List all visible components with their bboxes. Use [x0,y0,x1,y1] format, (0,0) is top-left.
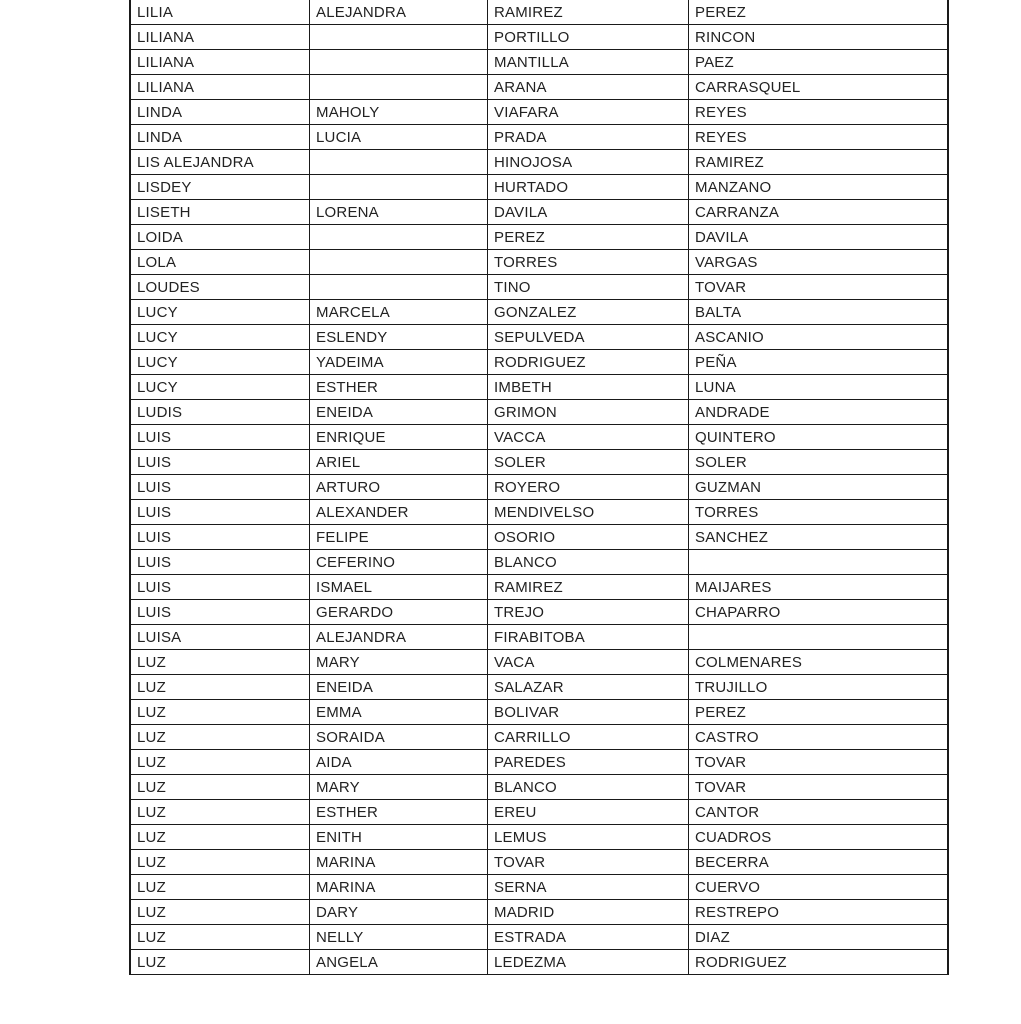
second-name-cell: YADEIMA [310,350,488,375]
second-name-cell: MARINA [310,850,488,875]
first-name-cell: LUIS [130,475,310,500]
second-name-cell: MARY [310,775,488,800]
first-surname-cell: DAVILA [488,200,689,225]
table-row [130,375,948,400]
table-row [130,200,948,225]
first-surname-cell: BLANCO [488,550,689,575]
second-name-cell: NELLY [310,925,488,950]
table-row [130,450,948,475]
first-name-cell: LILIANA [130,25,310,50]
first-surname-cell: MENDIVELSO [488,500,689,525]
first-name-cell: LUZ [130,825,310,850]
second-surname-cell [689,625,949,650]
second-name-cell: ESLENDY [310,325,488,350]
first-name-cell: LUIS [130,450,310,475]
second-name-cell: CEFERINO [310,550,488,575]
second-name-cell [310,275,488,300]
first-surname-cell: TORRES [488,250,689,275]
second-surname-cell: RAMIREZ [689,150,949,175]
second-surname-cell: VARGAS [689,250,949,275]
second-surname-cell: CUADROS [689,825,949,850]
first-name-cell: LUCY [130,375,310,400]
first-name-cell: LUCY [130,325,310,350]
table-row [130,125,948,150]
second-surname-cell: SOLER [689,450,949,475]
table-row [130,775,948,800]
second-surname-cell: REYES [689,100,949,125]
first-name-cell: LISETH [130,200,310,225]
table-row [130,800,948,825]
second-name-cell: MARCELA [310,300,488,325]
first-surname-cell: ROYERO [488,475,689,500]
first-surname-cell: RAMIREZ [488,575,689,600]
first-name-cell: LUIS [130,575,310,600]
second-surname-cell: RODRIGUEZ [689,950,949,975]
table-row [130,625,948,650]
first-name-cell: LUDIS [130,400,310,425]
second-surname-cell: BALTA [689,300,949,325]
table-row [130,575,948,600]
second-surname-cell: TRUJILLO [689,675,949,700]
first-name-cell: LINDA [130,125,310,150]
table-row [130,25,948,50]
first-surname-cell: LEMUS [488,825,689,850]
first-surname-cell: VACA [488,650,689,675]
table-row [130,875,948,900]
second-name-cell: FELIPE [310,525,488,550]
first-surname-cell: GONZALEZ [488,300,689,325]
first-surname-cell: VIAFARA [488,100,689,125]
first-name-cell: LILIANA [130,50,310,75]
second-name-cell: MARY [310,650,488,675]
second-surname-cell: LUNA [689,375,949,400]
table-row [130,825,948,850]
second-surname-cell: TOVAR [689,750,949,775]
first-name-cell: LUZ [130,650,310,675]
first-name-cell: LUZ [130,725,310,750]
second-surname-cell: COLMENARES [689,650,949,675]
second-name-cell [310,25,488,50]
table-row [130,425,948,450]
second-name-cell: ISMAEL [310,575,488,600]
second-surname-cell: ASCANIO [689,325,949,350]
first-name-cell: LUIS [130,425,310,450]
table-row [130,525,948,550]
names-table-body [130,0,948,975]
first-name-cell: LUZ [130,775,310,800]
first-surname-cell: GRIMON [488,400,689,425]
second-surname-cell: TORRES [689,500,949,525]
second-surname-cell: GUZMAN [689,475,949,500]
first-name-cell: LIS ALEJANDRA [130,150,310,175]
table-row [130,175,948,200]
first-surname-cell: LEDEZMA [488,950,689,975]
table-row [130,50,948,75]
table-row [130,675,948,700]
first-surname-cell: SERNA [488,875,689,900]
second-name-cell: ANGELA [310,950,488,975]
table-row [130,400,948,425]
first-name-cell: LUZ [130,750,310,775]
second-surname-cell: TOVAR [689,775,949,800]
second-surname-cell: DAVILA [689,225,949,250]
table-row [130,250,948,275]
second-surname-cell: DIAZ [689,925,949,950]
second-name-cell [310,175,488,200]
first-surname-cell: PAREDES [488,750,689,775]
table-row [130,75,948,100]
first-name-cell: LUZ [130,925,310,950]
second-surname-cell: PAEZ [689,50,949,75]
second-name-cell [310,75,488,100]
table-row [130,325,948,350]
first-name-cell: LOLA [130,250,310,275]
first-name-cell: LILIA [130,0,310,25]
first-surname-cell: OSORIO [488,525,689,550]
first-name-cell: LUZ [130,950,310,975]
first-surname-cell: TREJO [488,600,689,625]
first-surname-cell: ARANA [488,75,689,100]
table-row [130,700,948,725]
second-surname-cell [689,550,949,575]
table-row [130,500,948,525]
first-name-cell: LILIANA [130,75,310,100]
second-surname-cell: PEREZ [689,0,949,25]
table-row [130,300,948,325]
first-surname-cell: HINOJOSA [488,150,689,175]
table-row [130,0,948,25]
table-row [130,950,948,975]
second-surname-cell: TOVAR [689,275,949,300]
first-surname-cell: TINO [488,275,689,300]
first-surname-cell: SEPULVEDA [488,325,689,350]
table-row [130,900,948,925]
second-surname-cell: RINCON [689,25,949,50]
first-name-cell: LISDEY [130,175,310,200]
second-surname-cell: ANDRADE [689,400,949,425]
first-surname-cell: HURTADO [488,175,689,200]
table-row [130,650,948,675]
first-name-cell: LUZ [130,850,310,875]
second-name-cell: ALEJANDRA [310,625,488,650]
second-name-cell: ALEJANDRA [310,0,488,25]
first-surname-cell: BOLIVAR [488,700,689,725]
second-surname-cell: CHAPARRO [689,600,949,625]
second-surname-cell: CARRASQUEL [689,75,949,100]
first-surname-cell: PORTILLO [488,25,689,50]
table-row [130,475,948,500]
first-surname-cell: IMBETH [488,375,689,400]
second-name-cell: MAHOLY [310,100,488,125]
first-surname-cell: FIRABITOBA [488,625,689,650]
first-surname-cell: MADRID [488,900,689,925]
table-row [130,850,948,875]
second-surname-cell: CASTRO [689,725,949,750]
second-name-cell: ESTHER [310,375,488,400]
first-surname-cell: RODRIGUEZ [488,350,689,375]
first-name-cell: LOIDA [130,225,310,250]
second-name-cell: ALEXANDER [310,500,488,525]
first-surname-cell: ESTRADA [488,925,689,950]
second-surname-cell: RESTREPO [689,900,949,925]
first-name-cell: LUIS [130,500,310,525]
second-surname-cell: PEREZ [689,700,949,725]
second-name-cell: ARTURO [310,475,488,500]
table-row [130,225,948,250]
second-name-cell: ARIEL [310,450,488,475]
first-surname-cell: RAMIREZ [488,0,689,25]
second-surname-cell: CANTOR [689,800,949,825]
table-row [130,725,948,750]
first-name-cell: LOUDES [130,275,310,300]
second-name-cell: AIDA [310,750,488,775]
second-name-cell: GERARDO [310,600,488,625]
second-surname-cell: MANZANO [689,175,949,200]
second-name-cell: ESTHER [310,800,488,825]
second-name-cell [310,250,488,275]
second-surname-cell: SANCHEZ [689,525,949,550]
first-name-cell: LINDA [130,100,310,125]
first-name-cell: LUISA [130,625,310,650]
second-surname-cell: QUINTERO [689,425,949,450]
first-name-cell: LUIS [130,550,310,575]
first-name-cell: LUZ [130,800,310,825]
second-name-cell: DARY [310,900,488,925]
second-surname-cell: MAIJARES [689,575,949,600]
first-surname-cell: VACCA [488,425,689,450]
second-surname-cell: BECERRA [689,850,949,875]
first-surname-cell: MANTILLA [488,50,689,75]
table-row [130,750,948,775]
first-surname-cell: PEREZ [488,225,689,250]
second-name-cell: SORAIDA [310,725,488,750]
table-row [130,925,948,950]
second-name-cell: ENEIDA [310,400,488,425]
first-name-cell: LUZ [130,675,310,700]
names-table [129,0,949,975]
first-surname-cell: TOVAR [488,850,689,875]
first-name-cell: LUIS [130,525,310,550]
first-name-cell: LUCY [130,350,310,375]
table-row [130,150,948,175]
first-surname-cell: PRADA [488,125,689,150]
second-name-cell: EMMA [310,700,488,725]
second-surname-cell: CARRANZA [689,200,949,225]
second-name-cell [310,225,488,250]
table-row [130,275,948,300]
first-surname-cell: EREU [488,800,689,825]
second-name-cell [310,50,488,75]
table-row [130,350,948,375]
second-surname-cell: PEÑA [689,350,949,375]
first-surname-cell: SALAZAR [488,675,689,700]
second-name-cell: LUCIA [310,125,488,150]
table-row [130,100,948,125]
second-name-cell: ENITH [310,825,488,850]
second-name-cell: ENRIQUE [310,425,488,450]
first-surname-cell: SOLER [488,450,689,475]
table-row [130,600,948,625]
first-name-cell: LUIS [130,600,310,625]
first-name-cell: LUZ [130,900,310,925]
second-name-cell: MARINA [310,875,488,900]
second-surname-cell: CUERVO [689,875,949,900]
first-name-cell: LUZ [130,875,310,900]
second-name-cell [310,150,488,175]
second-name-cell: ENEIDA [310,675,488,700]
second-name-cell: LORENA [310,200,488,225]
table-row [130,550,948,575]
first-surname-cell: BLANCO [488,775,689,800]
first-name-cell: LUZ [130,700,310,725]
first-surname-cell: CARRILLO [488,725,689,750]
first-name-cell: LUCY [130,300,310,325]
second-surname-cell: REYES [689,125,949,150]
